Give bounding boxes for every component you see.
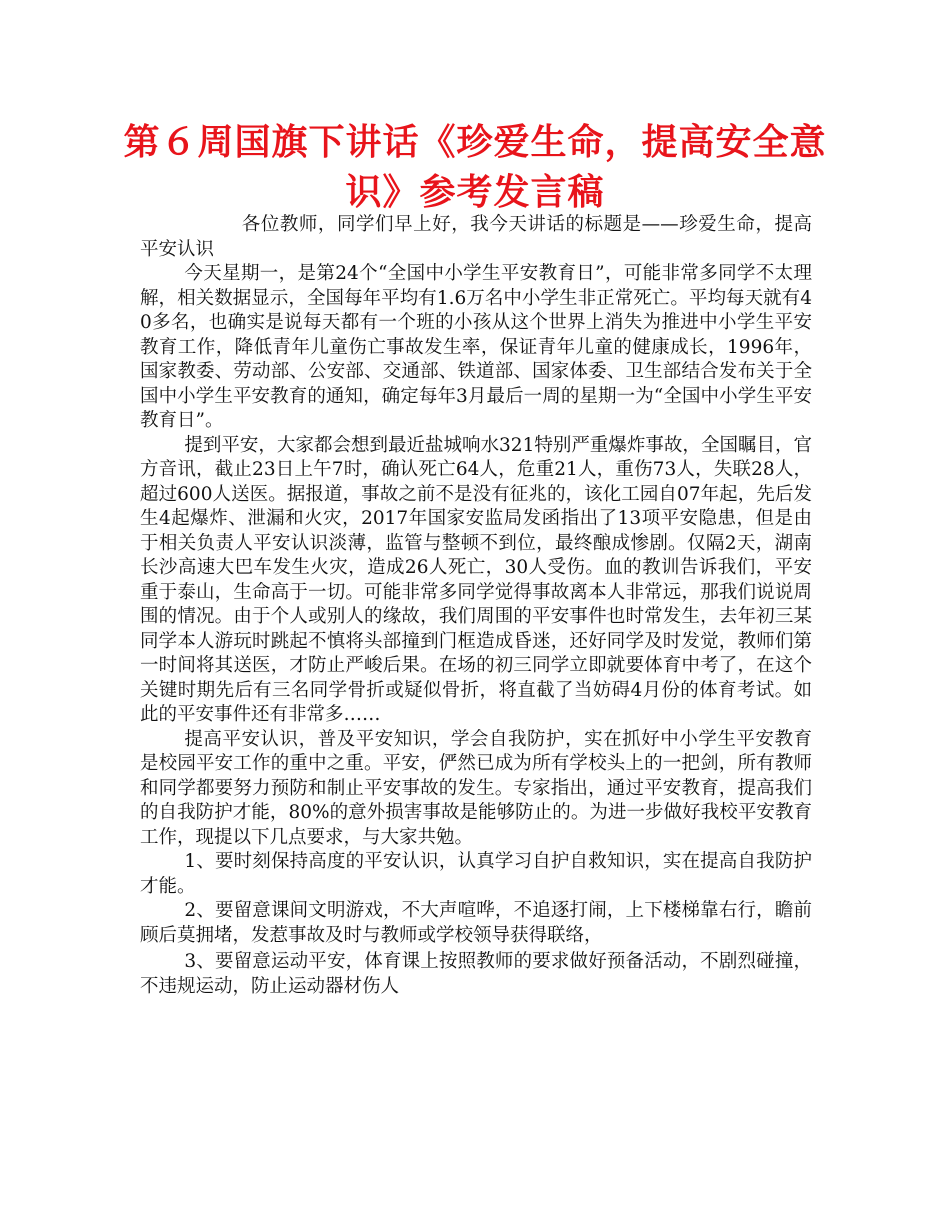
document-body xyxy=(140,213,812,999)
document-title: 第６周国旗下讲话《珍爱生命，提高安全意识》参考发言稿 xyxy=(123,122,827,213)
paragraph-requirement-1: 1、要时刻保持高度的平安认识，认真学习自护自救知识，实在提高自我防护才能。 xyxy=(140,851,812,897)
paragraph-requirement-3: 3、要留意运动平安，体育课上按照教师的要求做好预备活动，不剧烈碰撞，不违规运动，防止运动器材伤人 xyxy=(140,951,812,997)
paragraph-requirement-2: 2、要留意课间文明游戏，不大声喧哗，不追逐打闹，上下楼梯靠右行，瞻前顾后莫拥堵，发惹事故及时与教师或学校领导获得联络， xyxy=(140,900,812,946)
paragraph-safety-day: 今天星期一，是第24个“全国中小学生平安教育日”，可能非常多同学不太理解，相关数据显示，全国每年平均有1.6万名中小学生非正常死亡。平均每天就有40多名，也确实是说每天都有一个班的小孩从这个世界上消失为推进中小学生平安教育工作，降低青年儿童伤亡事故发生率，保证青年儿童的健康成长，1996年，国家教委、劳动部、公安部、交通部、铁道部、国家体委、卫生部结合发布关于全国中小学生平安教育的通知，确定每年3月最后一周的星期一为“全国中小学生平安教育日”。 xyxy=(140,263,812,431)
paragraph-safety-awareness: 提高平安认识，普及平安知识，学会自我防护，实在抓好中小学生平安教育是校园平安工作的重中之重。平安，俨然已成为所有学校头上的一把剑，所有教师和同学都要努力预防和制止平安事故的发生。专家指出，通过平安教育，提高我们的自我防护才能，80%的意外损害事故是能够防止的。为进一步做好我校平安教育工作，现提以下几点要求，与大家共勉。 xyxy=(140,728,812,848)
paragraph-accident-cases: 提到平安，大家都会想到最近盐城响水321特别严重爆炸事故，全国瞩目，官方音讯，截止23日上午7时，确认死亡64人，危重21人，重伤73人，失联28人，超过600人送医。据报道，事故之前不是没有征兆的，该化工园自07年起，先后发生4起爆炸、泄漏和火灾，2017年国家安监局发函指出了13项平安隐患，但是由于相关负责人平安认识淡薄，监管与整顿不到位，最终酿成惨剧。仅隔2天，湖南长沙高速大巴车发生火灾，造成26人死亡，30人受伤。血的教训告诉我们，平安重于泰山，生命高于一切。可能非常多同学觉得事故离本人非常远，那我们说说周围的情况。由于个人或别人的缘故，我们周围的平安事件也时常发生，去年初三某同学本人游玩时跳起不慎将头部撞到门框造成昏迷，还好同学及时发觉，教师们第一时间将其送医，才防止严峻后果。在场的初三同学立即就要体育中考了，在这个关键时期先后有三名同学骨折或疑似骨折，将直截了当妨碍4月份的体育考试。如此的平安事件还有非常多…… xyxy=(140,434,812,725)
paragraph-greeting: 各位教师，同学们早上好，我今天讲话的标题是——珍爱生命，提高平安认识 xyxy=(140,214,812,260)
